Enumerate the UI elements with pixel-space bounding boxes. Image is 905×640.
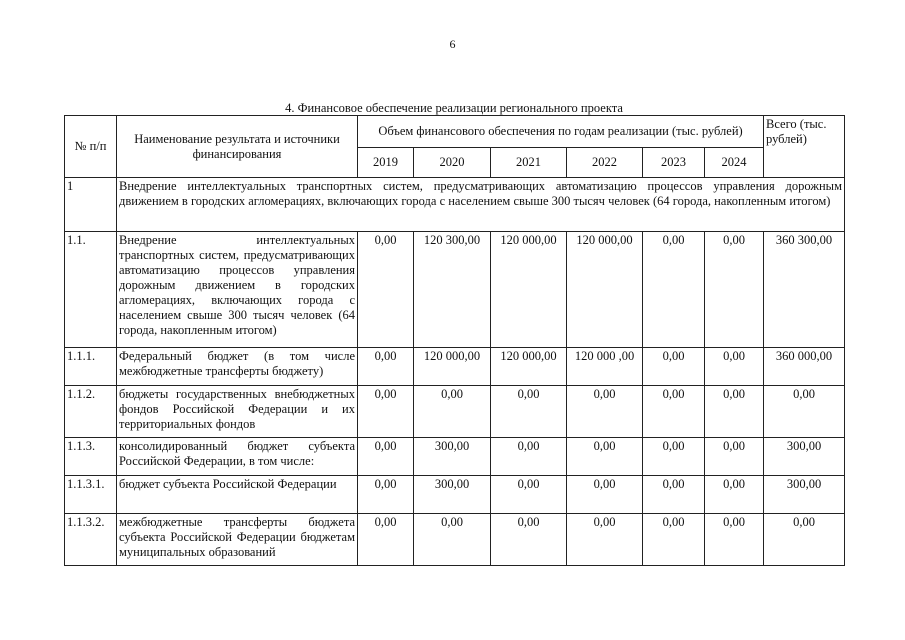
row-value: 0,00	[491, 438, 567, 476]
row-value: 0,00	[643, 348, 705, 386]
section-title: 4. Финансовое обеспечение реализации регионального проекта	[285, 101, 623, 115]
row-value: 120 000,00	[491, 232, 567, 348]
row-value: 0,00	[705, 438, 764, 476]
header-total: Всего (тыс. рублей)	[764, 116, 845, 178]
header-volume: Объем финансового обеспечения по годам реализации (тыс. рублей)	[358, 116, 764, 148]
row-value: 0,00	[491, 514, 567, 566]
table-row	[65, 348, 845, 386]
row-value: 300,00	[414, 438, 491, 476]
row-value: 0,00	[491, 386, 567, 438]
row-num: 1.1.1.	[65, 348, 117, 386]
row-value: 120 000,00	[491, 348, 567, 386]
row-value: 0,00	[643, 438, 705, 476]
row-num: 1.1.3.1.	[65, 476, 117, 514]
row-value: 0,00	[705, 476, 764, 514]
row-total: 300,00	[764, 438, 845, 476]
row-value: 0,00	[643, 386, 705, 438]
row-value: 0,00	[414, 386, 491, 438]
row-value: 0,00	[358, 232, 414, 348]
header-name: Наименование результата и источники финансирования	[117, 116, 358, 178]
row-value: 0,00	[567, 386, 643, 438]
row-value: 0,00	[705, 514, 764, 566]
row-total: 300,00	[764, 476, 845, 514]
table-row	[65, 514, 845, 566]
row-value: 0,00	[705, 232, 764, 348]
row-value: 0,00	[705, 348, 764, 386]
header-year: 2021	[491, 148, 567, 178]
row-name: консолидированный бюджет субъекта Российской Федерации, в том числе:	[117, 438, 358, 476]
row-value: 0,00	[705, 386, 764, 438]
row-value: 120 000,00	[414, 348, 491, 386]
row-value: 0,00	[567, 476, 643, 514]
table-row	[65, 386, 845, 438]
table-row	[65, 476, 845, 514]
page-number: 6	[449, 37, 456, 51]
row-value: 0,00	[358, 386, 414, 438]
row-total: 0,00	[764, 514, 845, 566]
row-num: 1.1.	[65, 232, 117, 348]
header-num: № п/п	[65, 116, 117, 178]
financing-table	[64, 115, 845, 566]
row-value: 0,00	[567, 438, 643, 476]
header-year: 2020	[414, 148, 491, 178]
header-row	[65, 116, 845, 148]
section-text: Внедрение интеллектуальных транспортных систем, предусматривающих автоматизацию процессов управления дорожным движением в городских агломерациях, включающих города с населением свыше 300 тысяч человек (64 города, накопленным итогом)	[117, 178, 845, 232]
row-total: 360 000,00	[764, 348, 845, 386]
row-value: 0,00	[358, 438, 414, 476]
row-num: 1.1.3.	[65, 438, 117, 476]
row-value: 0,00	[643, 476, 705, 514]
row-value: 0,00	[643, 232, 705, 348]
row-value: 120 000 ,00	[567, 348, 643, 386]
row-value: 0,00	[491, 476, 567, 514]
row-value: 0,00	[567, 514, 643, 566]
row-value: 0,00	[358, 348, 414, 386]
row-value: 0,00	[358, 514, 414, 566]
header-year: 2022	[567, 148, 643, 178]
header-year: 2019	[358, 148, 414, 178]
row-name: бюджеты государственных внебюджетных фондов Российской Федерации и их территориальных фондов	[117, 386, 358, 438]
row-total: 0,00	[764, 386, 845, 438]
header-year: 2024	[705, 148, 764, 178]
row-value: 0,00	[643, 514, 705, 566]
section-num: 1	[65, 178, 117, 232]
row-name: бюджет субъекта Российской Федерации	[117, 476, 358, 514]
row-value: 0,00	[414, 514, 491, 566]
row-name: Федеральный бюджет (в том числе межбюджетные трансферты бюджету)	[117, 348, 358, 386]
row-value: 300,00	[414, 476, 491, 514]
row-num: 1.1.3.2.	[65, 514, 117, 566]
row-value: 0,00	[358, 476, 414, 514]
row-value: 120 000,00	[567, 232, 643, 348]
table-row	[65, 438, 845, 476]
table-row	[65, 232, 845, 348]
row-name: Внедрение интеллектуальных транспортных систем, предусматривающих автоматизацию процессов управления дорожным движением в городских агломерациях, включающих города с населением свыше 300 тысяч человек (64 города, накопленным итогом)	[117, 232, 358, 348]
row-value: 120 300,00	[414, 232, 491, 348]
section-row	[65, 178, 845, 232]
row-num: 1.1.2.	[65, 386, 117, 438]
header-year: 2023	[643, 148, 705, 178]
row-name: межбюджетные трансферты бюджета субъекта Российской Федерации бюджетам муниципальных образований	[117, 514, 358, 566]
row-total: 360 300,00	[764, 232, 845, 348]
